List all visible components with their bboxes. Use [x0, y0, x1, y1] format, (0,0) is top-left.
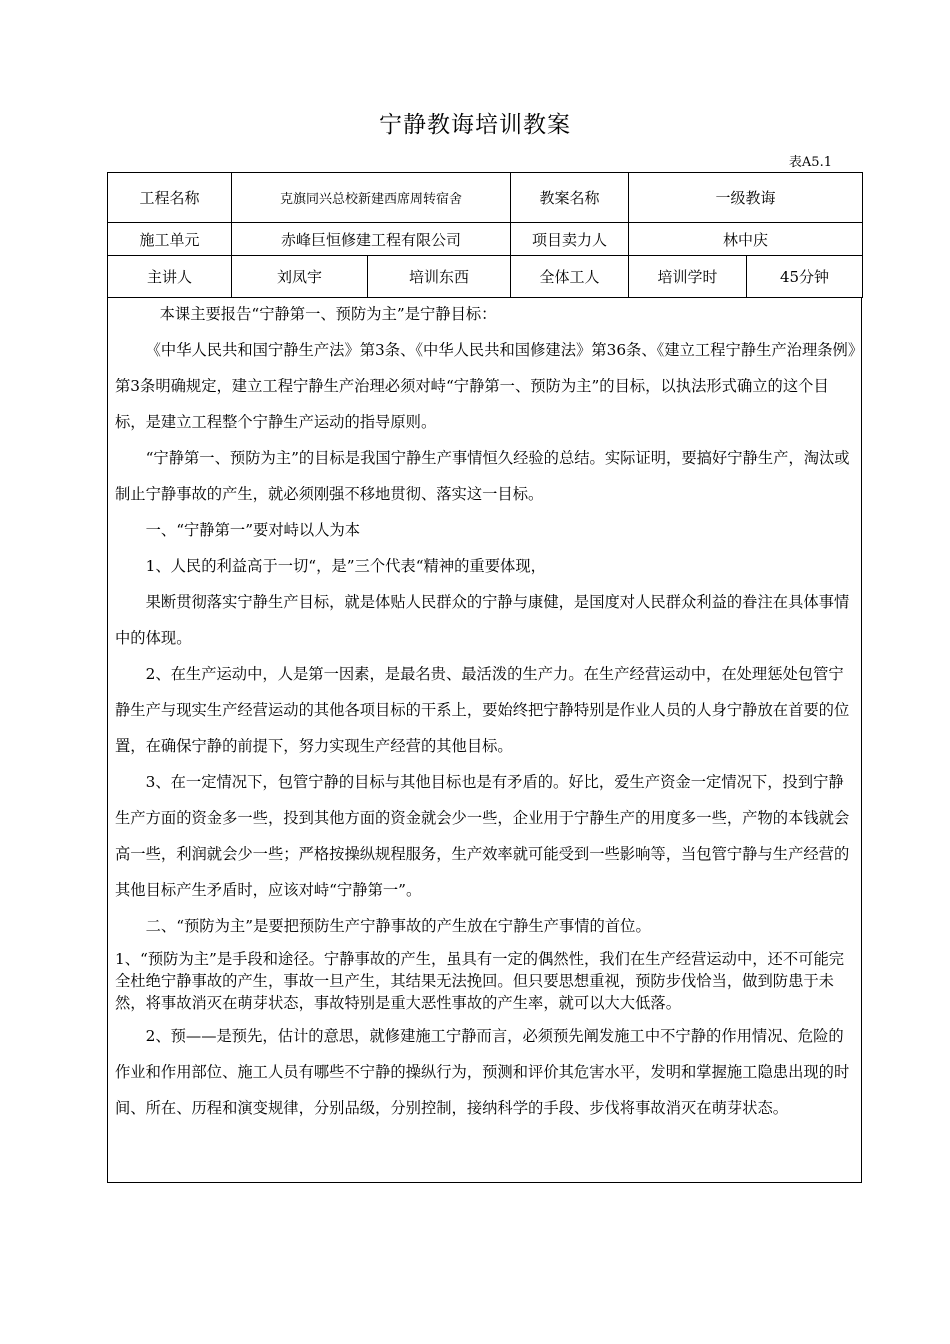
header-table — [107, 172, 863, 298]
unit-label: 施工单元 — [108, 223, 232, 256]
lecturer-value: 刘凤宇 — [232, 256, 368, 298]
lecturer-label: 主讲人 — [108, 256, 232, 298]
topic-label: 培训东西 — [368, 256, 511, 298]
unit-value: 赤峰巨恒修建工程有限公司 — [232, 223, 511, 256]
project-value: 克旗同兴总校新建西席周转宿舍 — [232, 173, 511, 223]
paragraph: 3、在一定情况下，包管宁静的目标与其他目标也是有矛盾的。好比，爱生产资金一定情况下，投到宁静生产方面的资金多一些，投到其他方面的资金就会少一些，企业用于宁静生产的用度多一些，产物的本钱就会高一些，利润就会少一些；严格按操纵规程服务，生产效率就可能受到一些影响等，当包管宁静与生产经营的其他目标产生矛盾时，应该对峙“宁静第一”。 — [115, 773, 850, 899]
header-row-lecture — [108, 256, 863, 298]
paragraph: “宁静第一、预防为主”的目标是我国宁静生产事情恒久经验的总结。实际证明，要搞好宁静生产，淘汰或制止宁静事故的产生，就必须刚强不移地贯彻、落实这一目标。 — [115, 449, 850, 503]
paragraph: 2、在生产运动中，人是第一因素，是最名贵、最活泼的生产力。在生产经营运动中，在处理惩处包管宁静生产与现实生产经营运动的其他各项目标的干系上，要始终把宁静特别是作业人员的人身宁静放在首要的位置，在确保宁静的前提下，努力实现生产经营的其他目标。 — [115, 665, 850, 755]
page-title: 宁静教诲培训教案 — [379, 112, 571, 138]
paragraph: 2、预——是预先，估计的意思，就修建施工宁静而言，必须预先阐发施工中不宁静的作用情况、危险的作业和作用部位、施工人员有哪些不宁静的操纵行为，预测和评价其危害水平，发明和掌握施工隐患出现的时间、所在、历程和演变规律，分别品级，分别控制，接纳科学的手段、步伐将事故消灭在萌芽状态。 — [115, 1027, 850, 1117]
hours-label: 培训学时 — [629, 256, 747, 298]
form-number: 表A5.1 — [788, 155, 832, 170]
paragraph: 1、“预防为主”是手段和途径。宁静事故的产生，虽具有一定的偶然性，我们在生产经营运动中，还不可能完全杜绝宁静事故的产生，事故一旦产生，其结果无法挽回。但只要思想重视，预防步伐恰当，做到防患于未然，将事故消灭在萌芽状态，事故特别是重大恶性事故的产生率，就可以大大低落。 — [115, 950, 845, 1012]
paragraph: 一、“宁静第一”要对峙以人为本 — [145, 521, 361, 539]
paragraph: 《中华人民共和国宁静生产法》第3条、《中华人民共和国修建法》第36条、《建立工程宁静生产治理条例》第3条明确规定，建立工程宁静生产治理必须对峙“宁静第一、预防为主”的目标，以执法形式确立的这个目标，是建立工程整个宁静生产运动的指导原则。 — [115, 341, 856, 431]
paragraph: 果断贯彻落实宁静生产目标，就是体贴人民群众的宁静与康健，是国度对人民群众利益的眷注在具体事情中的体现。 — [115, 593, 850, 647]
header-row-project — [108, 173, 863, 223]
paragraph: 本课主要报告“宁静第一、预防为主”是宁静目标： — [159, 305, 497, 323]
lesson-content — [115, 297, 857, 1126]
paragraph: 二、“预防为主”是要把预防生产宁静事故的产生放在宁静生产事情的首位。 — [145, 917, 651, 935]
project-label: 工程名称 — [108, 173, 232, 223]
plan-value: 一级教诲 — [629, 173, 863, 223]
plan-label: 教案名称 — [511, 173, 629, 223]
paragraph: 1、人民的利益高于一切“，是”三个代表“精神的重要体现， — [145, 557, 546, 575]
hours-value: 45分钟 — [747, 256, 863, 298]
manager-value: 林中庆 — [629, 223, 863, 256]
manager-label: 项目卖力人 — [511, 223, 629, 256]
audience-value: 全体工人 — [511, 256, 629, 298]
header-row-unit — [108, 223, 863, 256]
